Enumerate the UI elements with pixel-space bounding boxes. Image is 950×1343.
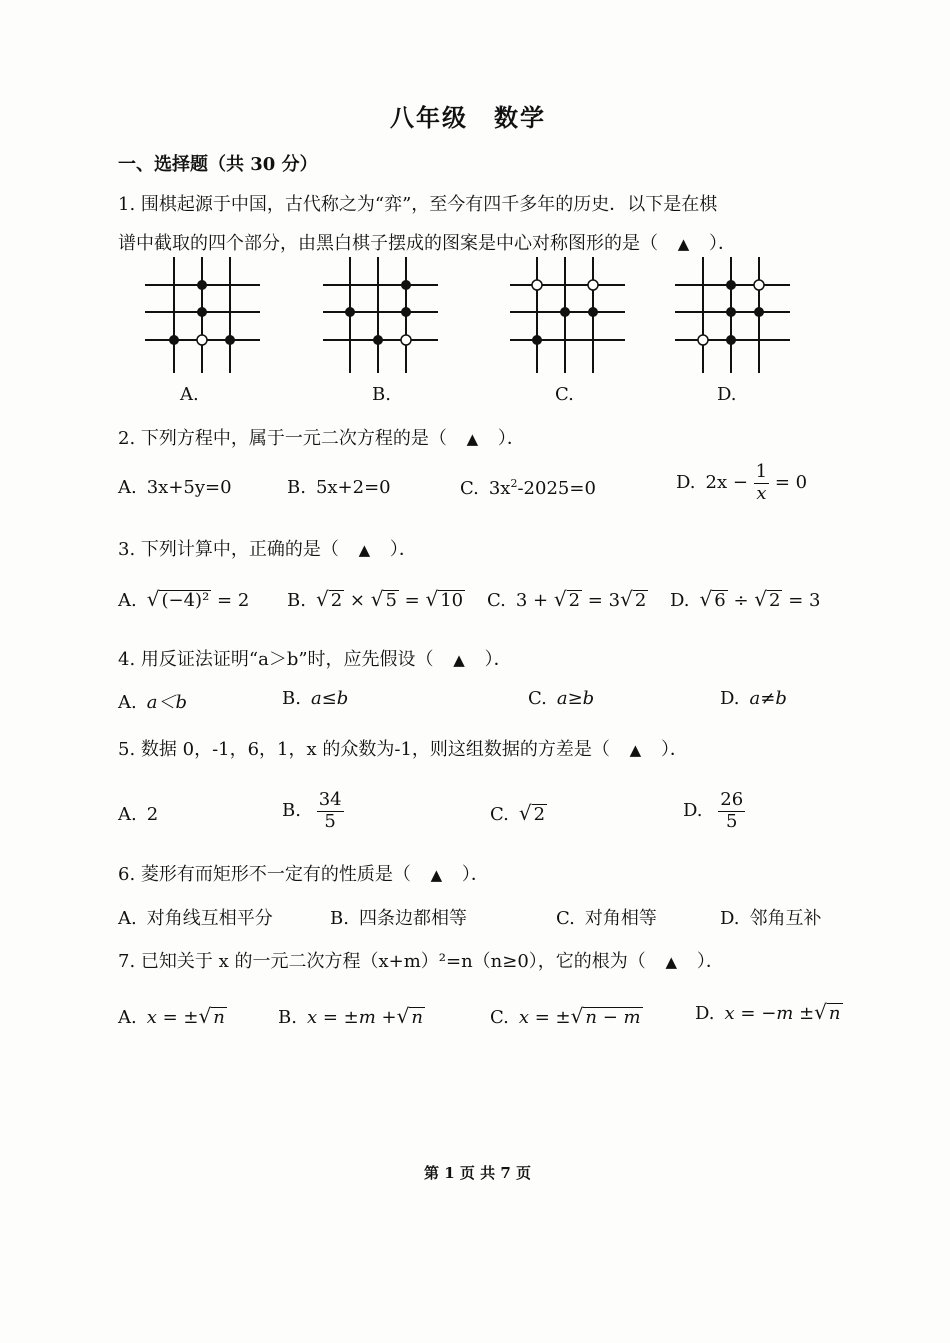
q5-option-c[interactable] (490, 801, 547, 825)
q3-text: 3. 下列计算中，正确的是（ (118, 539, 339, 560)
page-footer: 第 1 页 共 7 页 (424, 1164, 531, 1182)
q2-option-b[interactable] (287, 477, 391, 498)
go-board-a (140, 255, 265, 375)
option-label: A. (118, 1007, 137, 1028)
option-expr-pre: 3x (488, 478, 511, 499)
q4-option-a[interactable] (118, 688, 187, 714)
black-stone (169, 335, 179, 345)
sqrt-icon: √ (553, 587, 567, 611)
q7-option-d[interactable] (695, 1000, 843, 1024)
option-label: A. (118, 692, 137, 713)
fraction (718, 790, 745, 832)
q7-tail: ）． (696, 951, 724, 972)
sqrt-icon: √ (754, 587, 768, 611)
answer-triangle-icon: ▲ (358, 541, 371, 559)
option-expr-pre: 3 + (515, 590, 549, 611)
option-expr-post: = 2 (217, 590, 250, 611)
sqrt-icon: √ (315, 587, 329, 611)
fraction-denominator: x (756, 482, 767, 504)
answer-triangle-icon: ▲ (677, 235, 690, 253)
q4-tail: ）． (484, 649, 512, 670)
q7-option-a[interactable] (118, 1004, 227, 1028)
option-label: D. (676, 472, 696, 494)
q2-tail: ）． (497, 428, 525, 449)
radicand: n − m (585, 1007, 641, 1028)
black-stone (726, 335, 736, 345)
option-expr-post: -2025=0 (517, 478, 596, 499)
white-stone (754, 280, 764, 290)
black-stone (754, 307, 764, 317)
radicand: n (411, 1007, 423, 1028)
option-exponent: 2 (510, 477, 518, 490)
radicand: 2 (568, 590, 581, 611)
q6-text: 6. 菱形有而矩形不一定有的性质是（ (118, 864, 411, 885)
black-stone (401, 280, 411, 290)
q1-line2 (118, 229, 736, 255)
q2-stem (118, 424, 525, 450)
sqrt-icon: √ (198, 1004, 212, 1028)
fraction-numerator: 1 (755, 461, 768, 482)
option-label: D. (670, 590, 690, 611)
q7-option-c[interactable] (490, 1004, 643, 1028)
operator: = (404, 590, 420, 611)
radicand: n (828, 1003, 841, 1024)
q6-tail: ）． (461, 864, 489, 885)
section-heading: 一、选择题（共 30 分） (118, 154, 318, 175)
go-board-b (318, 255, 443, 375)
q7-text: 7. 已知关于 x 的一元二次方程（x+m）²=n（n≥0），它的根为（ (118, 951, 646, 972)
white-stone (401, 335, 411, 345)
answer-triangle-icon: ▲ (629, 741, 642, 759)
answer-triangle-icon: ▲ (453, 651, 465, 669)
option-expr: a≠b (749, 688, 787, 709)
q6-option-d[interactable] (720, 904, 822, 930)
q1-caption-d: D. (717, 384, 737, 405)
q3-tail: ）． (389, 539, 417, 560)
sqrt-icon: √ (570, 1004, 584, 1028)
option-expr: a≥b (556, 688, 595, 709)
option-expr: 对角线互相平分 (146, 908, 273, 929)
option-label: C. (460, 478, 479, 499)
radicand: (−4)² (161, 590, 210, 611)
fraction-denominator: 5 (725, 810, 738, 832)
fraction (754, 462, 769, 504)
q3-option-c[interactable] (487, 587, 648, 611)
option-expr: 对角相等 (584, 908, 657, 929)
option-expr-pre: x = ± (518, 1007, 571, 1028)
sqrt-icon: √ (518, 801, 532, 825)
radicand: 2 (634, 590, 647, 611)
q6-option-b[interactable] (330, 904, 467, 930)
q2-option-c[interactable] (460, 477, 596, 499)
q3-stem (118, 535, 417, 561)
sqrt-icon: √ (814, 1000, 827, 1024)
option-label: B. (287, 590, 306, 611)
answer-triangle-icon: ▲ (466, 430, 479, 448)
sqrt-icon: √ (425, 587, 439, 611)
page-title: 八年级 数学 (390, 103, 546, 132)
option-label: C. (490, 804, 509, 825)
q4-option-c[interactable] (528, 688, 594, 709)
black-stone (560, 307, 570, 317)
option-label: B. (287, 477, 306, 498)
fraction-numerator: 34 (318, 789, 342, 810)
option-expr-post: = 3 (788, 590, 821, 611)
option-label: A. (118, 590, 137, 611)
fraction-numerator: 26 (720, 789, 744, 810)
option-expr: 2 (146, 804, 159, 825)
option-label: B. (278, 1007, 297, 1028)
q5-option-a[interactable] (118, 804, 158, 825)
option-label: B. (282, 800, 301, 822)
operator: × (349, 590, 365, 611)
q1-caption-c: C. (555, 384, 574, 405)
radicand: 6 (714, 590, 726, 611)
black-stone (197, 280, 207, 290)
option-label: D. (695, 1003, 715, 1024)
option-label: C. (487, 590, 506, 611)
q7-option-b[interactable] (278, 1004, 425, 1028)
q4-option-b[interactable] (282, 688, 348, 709)
option-expr-pre: x = ± (146, 1007, 199, 1028)
q6-option-a[interactable] (118, 904, 273, 930)
white-stone (588, 280, 598, 290)
white-stone (197, 335, 207, 345)
q2-option-d[interactable] (676, 462, 807, 504)
q5-option-b[interactable] (282, 790, 344, 832)
option-label: A. (118, 477, 137, 498)
q5-tail: ）． (660, 739, 688, 760)
option-label: C. (528, 688, 547, 709)
q3-option-d[interactable] (670, 587, 820, 611)
sqrt-icon: √ (620, 587, 633, 611)
operator: ÷ (733, 590, 749, 611)
sqrt-icon: √ (370, 587, 384, 611)
option-expr: a≤b (310, 688, 349, 709)
option-expr-pre: x = −m ± (724, 1003, 815, 1024)
q7-stem (118, 947, 724, 973)
q4-stem (118, 645, 512, 671)
q2-text: 2. 下列方程中，属于一元二次方程的是（ (118, 428, 447, 449)
option-expr: 3x+5y=0 (146, 477, 232, 498)
option-label: A. (118, 804, 137, 825)
radicand: 2 (330, 590, 343, 611)
q6-stem (118, 860, 489, 886)
option-expr-post: = 0 (774, 472, 808, 494)
black-stone (532, 335, 542, 345)
option-label: D. (720, 908, 740, 929)
go-board-c (505, 255, 630, 375)
radicand: 5 (385, 590, 397, 611)
option-expr: 邻角互补 (749, 908, 822, 929)
white-stone (698, 335, 708, 345)
answer-triangle-icon: ▲ (665, 953, 678, 971)
option-label: D. (720, 688, 740, 709)
sqrt-icon: √ (396, 1004, 410, 1028)
q5-text: 5. 数据 0，-1，6，1，x 的众数为-1，则这组数据的方差是（ (118, 739, 610, 760)
black-stone (401, 307, 411, 317)
black-stone (197, 307, 207, 317)
q1-tail: ）． (709, 233, 737, 254)
q3-option-a[interactable] (118, 587, 249, 611)
option-label: A. (118, 908, 137, 929)
sqrt-icon: √ (146, 587, 160, 611)
black-stone (225, 335, 235, 345)
q1-caption-b: B. (372, 384, 391, 405)
radicand: 2 (533, 804, 546, 825)
black-stone (373, 335, 383, 345)
white-stone (532, 280, 542, 290)
black-stone (345, 307, 355, 317)
option-expr-mid: = 3 (587, 590, 621, 611)
sqrt-icon: √ (699, 587, 713, 611)
option-expr: a＜b (146, 692, 187, 713)
option-expr-pre: x = ±m + (306, 1007, 397, 1028)
fraction (317, 790, 344, 832)
q4-option-d[interactable] (720, 688, 787, 709)
option-label: B. (282, 688, 301, 709)
black-stone (726, 280, 736, 290)
q5-stem (118, 735, 688, 761)
q2-option-a[interactable] (118, 477, 232, 498)
fraction-denominator: 5 (324, 810, 336, 832)
option-label: D. (683, 800, 703, 822)
q3-option-b[interactable] (287, 587, 465, 611)
q1-line2-text: 谱中截取的四个部分，由黑白棋子摆成的图案是中心对称图形的是（ (118, 233, 658, 254)
option-label: C. (556, 908, 575, 929)
go-board-d (670, 255, 795, 375)
radicand: 10 (440, 590, 464, 611)
q5-option-d[interactable] (683, 790, 745, 832)
option-label: B. (330, 908, 349, 929)
option-expr-pre: 2x − (705, 472, 748, 494)
black-stone (726, 307, 736, 317)
q4-text: 4. 用反证法证明“a＞b”时，应先假设（ (118, 649, 434, 670)
option-label: C. (490, 1007, 509, 1028)
q6-option-c[interactable] (556, 904, 657, 930)
q1-line1: 1. 围棋起源于中国，古代称之为“弈”，至今有四千多年的历史．以下是在棋 (118, 194, 718, 215)
black-stone (588, 307, 598, 317)
answer-triangle-icon: ▲ (430, 866, 443, 884)
radicand: 2 (769, 590, 781, 611)
option-expr: 四条边都相等 (358, 908, 467, 929)
option-expr: 5x+2=0 (315, 477, 391, 498)
radicand: n (213, 1007, 225, 1028)
q1-caption-a: A. (180, 384, 199, 405)
